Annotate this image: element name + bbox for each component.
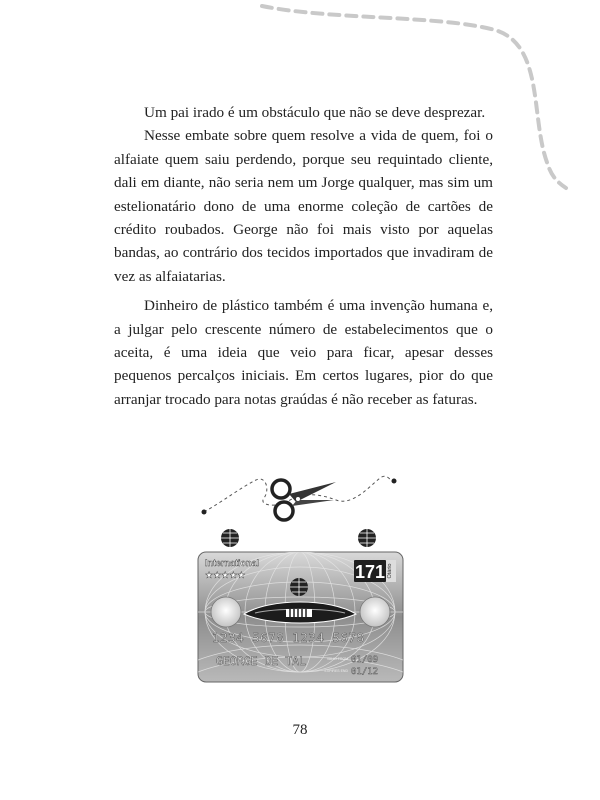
card-stars: ★★★★★ [205,570,246,580]
globe-icon [290,578,308,596]
globe-icon [358,529,376,547]
card-brand: International [205,558,260,568]
expires-label: EXPIRES END [324,669,348,673]
card-number: 1234 5678 1234 5678 [212,630,365,645]
page-number: 78 [292,722,308,738]
expires: 01/12 [351,667,379,677]
valid-from: 01/09 [351,655,379,665]
globe-icon [221,529,239,547]
card-holder: GEORGE DE TAL [216,654,307,668]
credit-card-illustration [0,460,600,700]
scissors-icon [272,480,336,520]
card-logo-number: 171 [354,562,386,582]
body-text [114,101,493,411]
paragraph-2: Nesse embate sobre quem resolve a vida de quem, foi o alfaiate quem saiu perdendo, porque seu requintado cliente, dali em diante, não seria nem um Jorge qualquer, mas sim um estelionatário dono de uma enorme coleção de cartões de crédito roubados. George não foi mais visto por aquelas bandas, ao contrário dos tecidos importados que invadiram de vez as alfaiatarias. [114,127,493,285]
valid-from-label: VALID FROM [326,657,348,661]
paragraph-1: Um pai irado é um obstáculo que não se deve desprezar. [144,104,486,121]
card-logo-side: Otário [387,563,393,579]
paragraph-3: Dinheiro de plástico também é uma invenção humana e, a julgar pelo crescente número de estabelecimentos que o aceita, é uma ideia que veio para ficar, apesar desses pequenos percalços iniciais. Em certos lugares, pior do que arranjar trocado para notas graúdas é não receber as faturas. [114,297,493,408]
